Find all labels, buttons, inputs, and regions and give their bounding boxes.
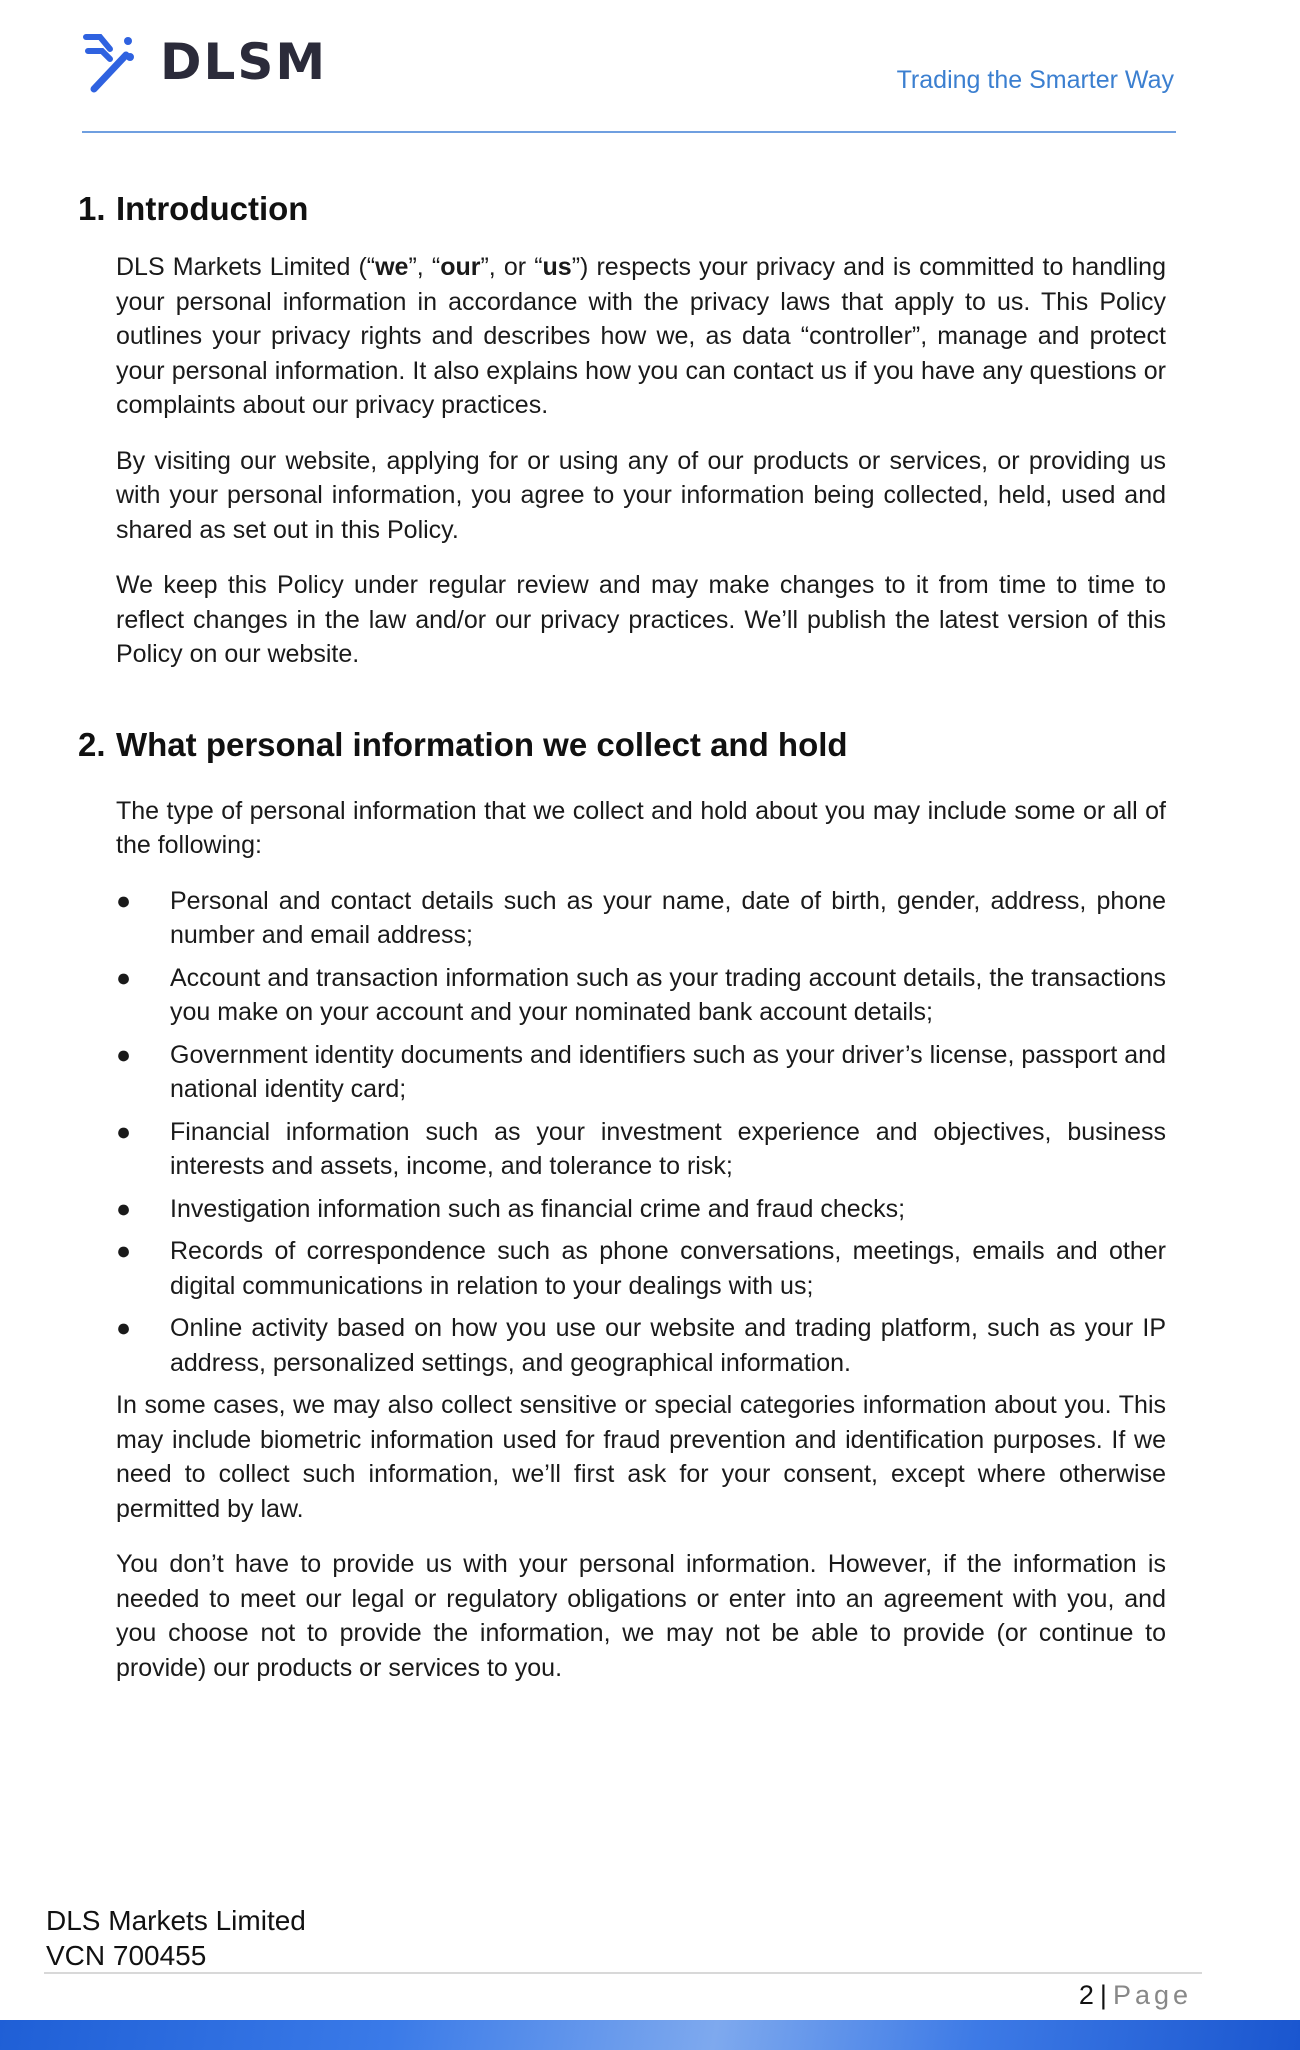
footer-registration: VCN 700455 xyxy=(46,1940,207,1971)
page-label: Page xyxy=(1112,1980,1192,2010)
list-item: ● Investigation information such as financial crime and fraud checks; xyxy=(116,1192,1166,1227)
term-us: us xyxy=(542,253,572,281)
section-title: What personal information we collect and hold xyxy=(116,725,848,763)
paragraph: In some cases, we may also collect sensitive or special categories information about you. This may include biometric information used for fraud prevention and identification purposes. If we need to collect such information, we’ll first ask for your consent, except where otherwise permitted by law. xyxy=(116,1391,1166,1523)
bullet-icon: ● xyxy=(116,963,132,992)
paragraph: By visiting our website, applying for or using any of our products or services, or providing us with your personal information, you agree to your information being collected, held, used and shared as set out in this Policy. xyxy=(116,446,1166,544)
list-item: ● Financial information such as your investment experience and objectives, business interests and assets, income, and tolerance to risk; xyxy=(116,1115,1166,1184)
section-title: Introduction xyxy=(116,190,309,227)
bullet-icon: ● xyxy=(116,1314,132,1342)
list-item: ● Records of correspondence such as phone conversations, meetings, emails and other digital communications in relation to your dealings with us; xyxy=(116,1234,1166,1303)
section-heading xyxy=(78,190,1166,228)
paragraph: We keep this Policy under regular review and may make changes to it from time to time to reflect changes in the law and/or our privacy practices. We’ll publish the latest version of this Policy on our website. xyxy=(116,571,1166,668)
header-divider xyxy=(82,131,1176,133)
bullet-icon: ● xyxy=(116,886,132,915)
footer-company-name: DLS Markets Limited xyxy=(46,1905,306,1936)
document-body xyxy=(78,190,1166,1706)
bullet-list xyxy=(116,884,1166,1381)
company-logo xyxy=(80,22,327,102)
list-item: ● Account and transaction information such as your trading account details, the transactions you make on your account and your nominated bank account details; xyxy=(116,961,1166,1030)
list-item: ● Government identity documents and identifiers such as your driver’s license, passport and national identity card; xyxy=(116,1038,1166,1107)
page-number-value: 2 xyxy=(1078,1980,1094,2010)
term-our: our xyxy=(440,253,481,281)
lead-paragraph: The type of personal information that we collect and hold about you may include some or all of the following: xyxy=(116,796,1166,859)
bullet-icon: ● xyxy=(116,1194,132,1223)
section-number: 1. xyxy=(78,190,106,227)
section-heading xyxy=(78,726,1166,764)
dlsm-logo-mark-icon xyxy=(80,27,150,97)
term-we: we xyxy=(375,253,409,281)
section-number: 2. xyxy=(78,725,106,763)
footer-accent-band xyxy=(0,2020,1300,2050)
intro-paragraph: DLS Markets Limited (“we”, “our”, or “us”) respects your privacy and is committed to handling your personal information in accordance with the privacy laws that apply to us. This Policy outlines your privacy rights and describes how we, as data “controller”, manage and protect your personal information. It also explains how you can contact us if you have any questions or complaints about our privacy practices. xyxy=(116,253,1166,419)
footer-company-info xyxy=(46,1903,306,1973)
section-personal-information xyxy=(78,726,1166,1686)
bullet-icon: ● xyxy=(116,1117,132,1146)
section-introduction xyxy=(78,190,1166,672)
bullet-icon: ● xyxy=(116,1040,132,1069)
header-tagline: Trading the Smarter Way xyxy=(896,66,1174,94)
footer-divider xyxy=(44,1972,1202,1974)
list-item: ● Personal and contact details such as your name, date of birth, gender, address, phone number and email address; xyxy=(116,884,1166,953)
paragraph: You don’t have to provide us with your personal information. However, if the information is needed to meet our legal or regulatory obligations or enter into an agreement with you, and you choose not to provide the information, we may not be able to provide (or continue to provide) our products or services to you. xyxy=(116,1550,1166,1682)
bullet-icon: ● xyxy=(116,1237,132,1265)
page-header xyxy=(0,0,1300,140)
logo-wordmark: DLSM xyxy=(160,33,328,91)
page-number-separator: | xyxy=(1099,1980,1107,2010)
list-item: ● Online activity based on how you use our website and trading platform, such as your IP address, personalized settings, and geographical information. xyxy=(116,1311,1166,1380)
page-number xyxy=(1079,1980,1192,2011)
